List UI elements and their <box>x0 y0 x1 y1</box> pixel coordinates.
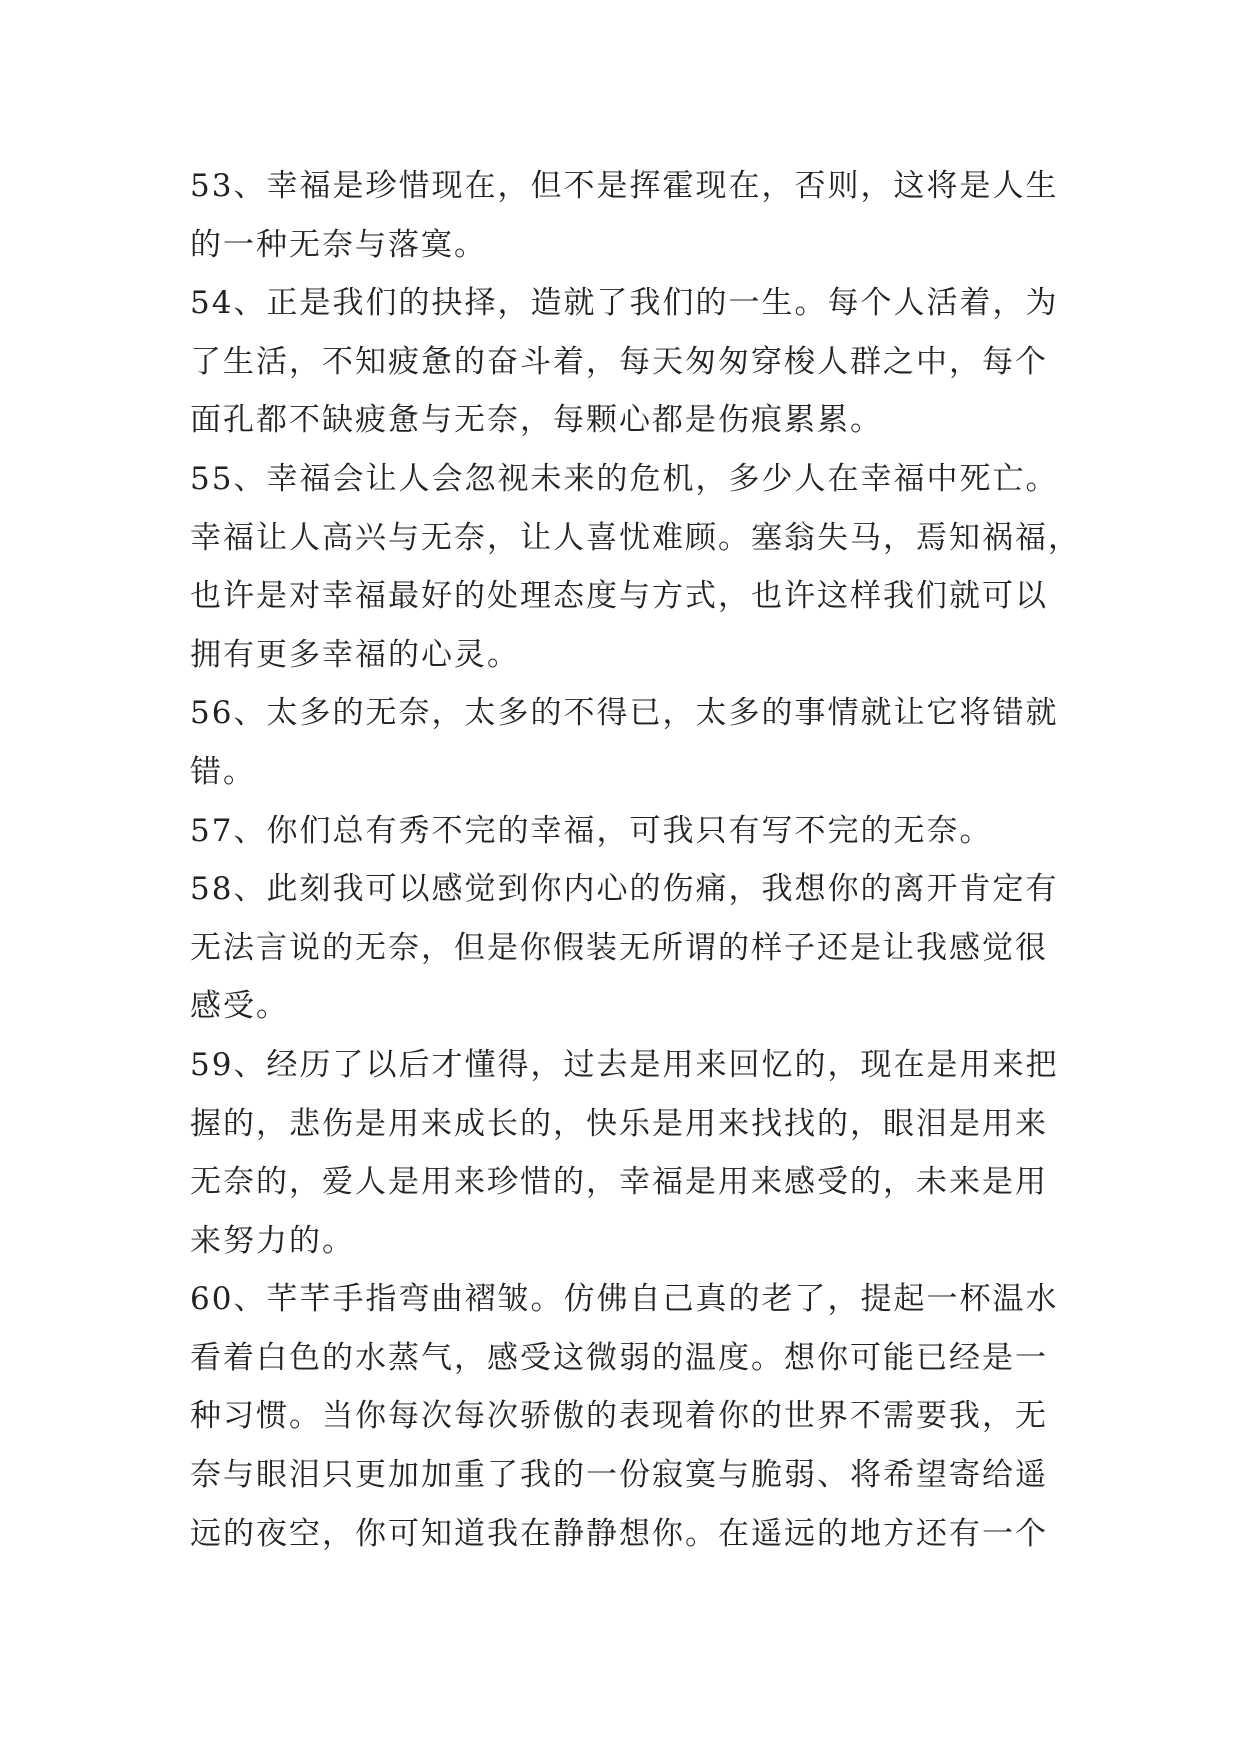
text-line: 58、此刻我可以感觉到你内心的伤痛，我想你的离开肯定有 <box>190 871 1059 908</box>
text-line: 无法言说的无奈，但是你假装无所谓的样子还是让我感觉很 <box>190 929 1048 966</box>
text-line: 握的，悲伤是用来成长的，快乐是用来找找的，眼泪是用来 <box>190 1105 1048 1142</box>
text-line: 了生活，不知疲惫的奋斗着，每天匆匆穿梭人群之中，每个 <box>190 343 1048 380</box>
text-line: 55、幸福会让人会忽视未来的危机，多少人在幸福中死亡。 <box>190 460 1059 497</box>
document-body <box>190 157 1081 1563</box>
text-line: 错。 <box>190 753 256 790</box>
text-line: 幸福让人高兴与无奈，让人喜忧难顾。塞翁失马，焉知祸福， <box>190 519 1081 556</box>
text-line: 来努力的。 <box>190 1222 355 1259</box>
text-line: 拥有更多幸福的心灵。 <box>190 636 520 673</box>
text-line: 54、正是我们的抉择，造就了我们的一生。每个人活着，为 <box>190 285 1059 322</box>
text-line: 无奈的，爱人是用来珍惜的，幸福是用来感受的，未来是用 <box>190 1164 1048 1201</box>
text-line: 远的夜空，你可知道我在静静想你。在遥远的地方还有一个 <box>190 1515 1048 1552</box>
text-line: 的一种无奈与落寞。 <box>190 226 487 263</box>
text-line: 感受。 <box>190 988 289 1025</box>
text-line: 57、你们总有秀不完的幸福，可我只有写不完的无奈。 <box>190 812 993 849</box>
text-line: 面孔都不缺疲惫与无奈，每颗心都是伤痕累累。 <box>190 402 883 439</box>
text-line: 种习惯。当你每次每次骄傲的表现着你的世界不需要我，无 <box>190 1398 1048 1435</box>
text-line: 奈与眼泪只更加加重了我的一份寂寞与脆弱、将希望寄给遥 <box>190 1457 1048 1494</box>
text-line: 也许是对幸福最好的处理态度与方式，也许这样我们就可以 <box>190 578 1048 615</box>
text-line: 看着白色的水蒸气，感受这微弱的温度。想你可能已经是一 <box>190 1339 1048 1376</box>
text-line: 60、芊芊手指弯曲褶皱。仿佛自己真的老了，提起一杯温水 <box>190 1281 1059 1318</box>
text-line: 53、幸福是珍惜现在，但不是挥霍现在，否则，这将是人生 <box>190 168 1059 204</box>
text-line: 56、太多的无奈，太多的不得已，太多的事情就让它将错就 <box>190 695 1059 732</box>
text-line: 59、经历了以后才懂得，过去是用来回忆的，现在是用来把 <box>190 1046 1059 1083</box>
